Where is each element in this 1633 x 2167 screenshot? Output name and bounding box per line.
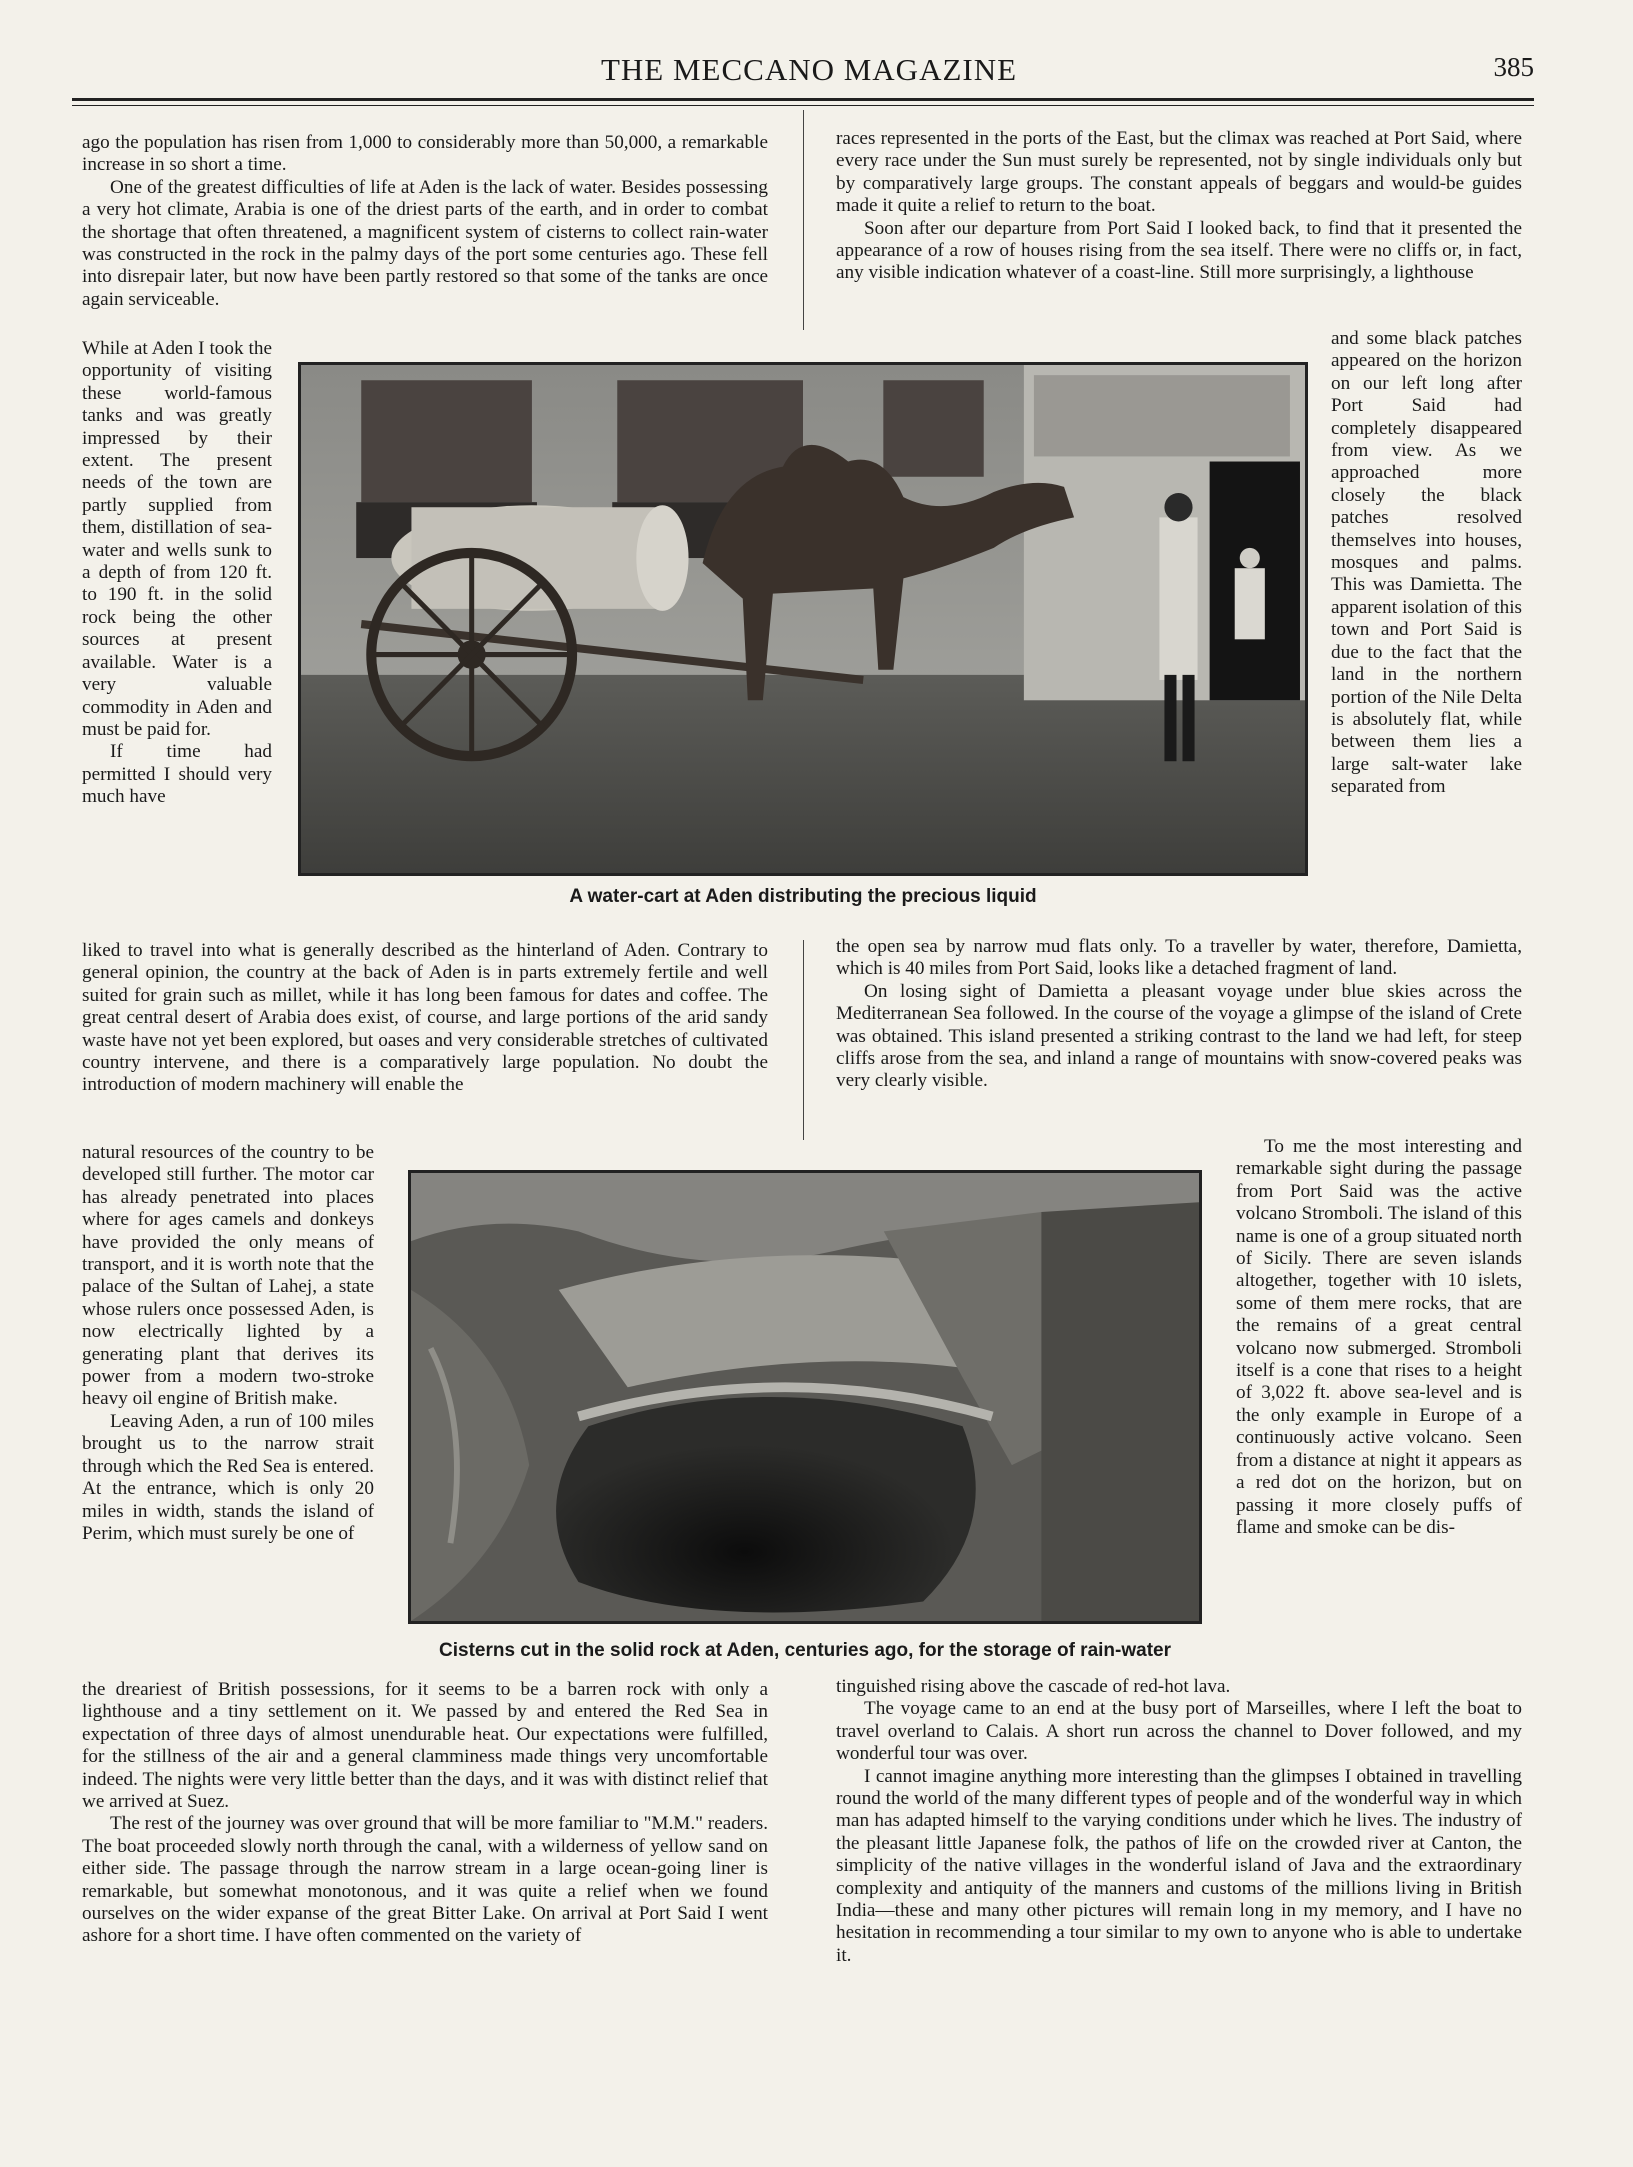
- column-divider: [803, 940, 804, 1140]
- paragraph: I cannot imagine anything more interesting than the glimpses I obtained in travelling round the world of the many different types of people and of the wonderful way in which man has adapted himself to the varying conditions under which he lives. The industry of the pleasant little Japanese folk, the pathos of life on the crowded river at Canton, the simplicity of the native villages in the wonderful island of Java and the extraordinary complexity and antiquity of the manners and customs of the millions living in British India—these and many other pictures will remain long in my memory, and I have no hesitation in recommending a tour similar to my own to anyone who is able to undertake it.: [836, 1765, 1522, 1966]
- paragraph: the dreariest of British possessions, for it seems to be a barren rock with only a lighthouse and a tiny settlement on it. We passed by and entered the Red Sea in expectation of three days of almost unendurable heat. Our expectations were fulfilled, for the stillness of the air and a general clamminess made things very uncomfortable indeed. The nights were very little better than the days, and it was with distinct relief that we arrived at Suez.: [82, 1679, 768, 1813]
- page-header: [84, 50, 1534, 96]
- paragraph: While at Aden I took the opportunity of visiting these world-famous tanks and was greatly impressed by their extent. The present needs of the town are partly supplied from them, distillation of sea-water and wells sunk to a depth of from 120 ft. to 190 ft. in the solid rock being the other sources at present available. Water is a very valuable commodity in Aden and must be paid for.: [82, 338, 272, 740]
- paragraph: tinguished rising above the cascade of red-hot lava.: [836, 1676, 1231, 1697]
- paragraph: Leaving Aden, a run of 100 miles brought us to the narrow strait through which the Red Sea is entered. At the entrance, which is only 20 miles in width, stands the island of Perim, which must surely be one of: [82, 1410, 374, 1544]
- paragraph: Soon after our departure from Port Said I looked back, to find that it presented the appearance of a row of houses rising from the sea itself. There were no cliffs or, in fact, any visible indication whatever of a coast-line. Still more surprisingly, a lighthouse: [836, 217, 1522, 284]
- right-column-bottom: [836, 1676, 1522, 1967]
- left-column-narrow-2: [82, 1142, 374, 1545]
- right-column-narrow-2: [1236, 1136, 1522, 1539]
- paragraph: To me the most interesting and remarkable sight during the passage from Port Said was the active volcano Stromboli. The island of this name is one of a group situated north of Sicily. There are seven islands altogether, together with 10 islets, some of them mere rocks, that are the remains of a great central volcano now submerged. Stromboli itself is a cone that rises to a height of 3,022 ft. above sea-level and is the only example in Europe of a continuously active volcano. Seen from a distance at night it appears as a red dot on the horizon, but on passing it more closely puffs of flame and smoke can be dis-: [1236, 1136, 1522, 1538]
- paragraph: If time had permitted I should very much have: [82, 741, 272, 808]
- right-column-top: [836, 128, 1522, 285]
- left-column-bottom: [82, 1679, 768, 1948]
- column-divider: [803, 110, 804, 330]
- water-cart-photo: [298, 362, 1308, 876]
- magazine-title: THE MECCANO MAGAZINE: [600, 52, 1018, 87]
- left-column-narrow-1: [82, 338, 272, 809]
- page-number: 385: [1493, 52, 1534, 82]
- paragraph: On losing sight of Damietta a pleasant voyage under blue skies across the Mediterranean Sea followed. In the course of the voyage a glimpse of the island of Crete was obtained. This island presented a striking contrast to the land we had left, for steep cliffs arose from the sea, and inland a range of mountains with snow-covered peaks was very clearly visible.: [836, 980, 1522, 1092]
- header-rule: [72, 98, 1534, 101]
- figure-caption: Cisterns cut in the solid rock at Aden, centuries ago, for the storage of rain-water: [439, 1640, 1171, 1661]
- paragraph: ago the population has risen from 1,000 to considerably more than 50,000, a remarkable increase in so short a time.: [82, 132, 768, 176]
- paragraph: races represented in the ports of the East, but the climax was reached at Port Said, where every race under the Sun must surely be represented, not by single individuals only but by comparatively large groups. The constant appeals of beggars and would-be guides made it quite a relief to return to the boat.: [836, 128, 1522, 217]
- paragraph: natural resources of the country to be developed still further. The motor car has already penetrated into places where for ages camels and donkeys have provided the only means of transport, and it is worth note that the palace of the Sultan of Lahej, a state whose rulers once possessed Aden, is now electrically lighted by a generating plant that derives its power from a modern two-stroke heavy oil engine of British make.: [82, 1142, 374, 1410]
- figure-caption: A water-cart at Aden distributing the precious liquid: [569, 886, 1037, 907]
- paragraph: liked to travel into what is generally described as the hinterland of Aden. Contrary to general opinion, the country at the back of Aden is in parts extremely fertile and well suited for grain such as millet, while it has long been famous for dates and coffee. The great central desert of Arabia does exist, of course, and large portions of the arid sandy waste have not yet been explored, but oases and very considerable stretches of cultivated country intervene, and there is a comparatively large population. No doubt the introduction of modern machinery will enable the: [82, 940, 768, 1096]
- paragraph: the open sea by narrow mud flats only. To a traveller by water, therefore, Damietta, which is 40 miles from Port Said, looks like a detached fragment of land.: [836, 936, 1522, 980]
- paragraph: One of the greatest difficulties of life at Aden is the lack of water. Besides possessing a very hot climate, Arabia is one of the driest parts of the earth, and in order to combat the shortage that often threatened, a magnificent system of cisterns to collect rain-water was constructed in the rock in the palmy days of the port some centuries ago. These fell into disrepair later, but now have been partly restored so that some of the tanks are once again serviceable.: [82, 176, 768, 310]
- left-column-middle: [82, 940, 768, 1097]
- left-column-top: [82, 132, 768, 311]
- paragraph: and some black patches appeared on the horizon on our left long after Port Said had completely disappeared from view. As we approached more closely the black patches resolved themselves into houses, mosques and palms. This was Damietta. The apparent isolation of this town and Port Said is due to the fact that the land in the northern portion of the Nile Delta is absolutely flat, while between them lies a large salt-water lake separated from: [1331, 328, 1522, 798]
- paragraph: The rest of the journey was over ground that will be more familiar to "M.M." readers. The boat proceeded slowly north through the canal, with a wilderness of yellow sand on either side. The passage through the narrow stream in a large ocean-going liner is remarkable, but somewhat monotonous, and it was quite a relief when we found ourselves on the wider expanse of the great Bitter Lake. On arrival at Port Said I went ashore for a short time. I have often commented on the variety of: [82, 1813, 768, 1947]
- right-column-narrow-1: [1331, 328, 1522, 799]
- right-column-middle: [836, 936, 1522, 1093]
- header-rule-thin: [72, 105, 1534, 106]
- paragraph: The voyage came to an end at the busy port of Marseilles, where I left the boat to travel overland to Calais. A short run across the channel to Dover followed, and my wonderful tour was over.: [836, 1698, 1522, 1765]
- cisterns-photo: [408, 1170, 1202, 1624]
